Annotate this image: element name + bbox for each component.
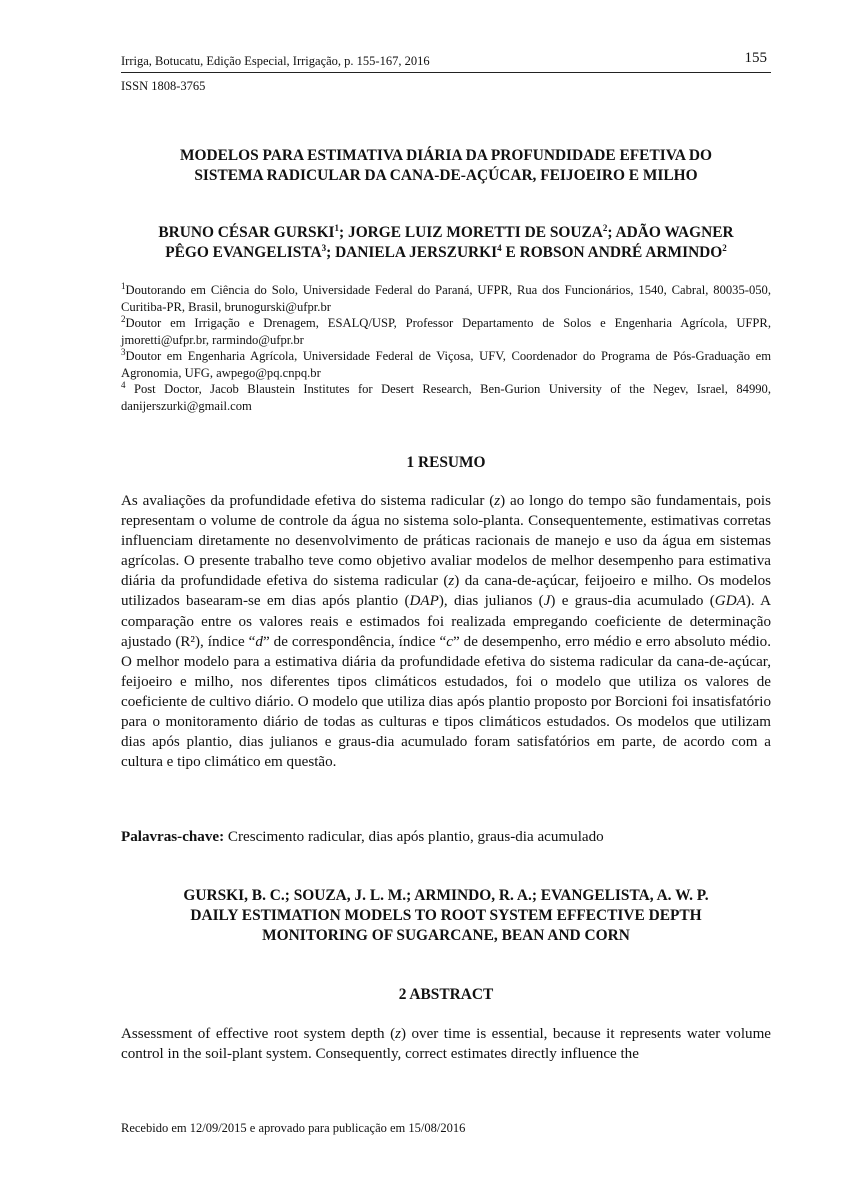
abstract-var-z: z — [395, 1026, 401, 1042]
resumo-text-3: ) da cana-de-açúcar, feijoeiro e milho. Os modelos utilizados basearam-se em dias após plantio ( — [121, 573, 771, 610]
affiliation-4 — [121, 381, 771, 414]
author-4: ; DANIELA JERSZURKI — [326, 244, 498, 261]
resumo-var-c: c — [446, 633, 453, 650]
keywords-label: Palavras-chave: — [121, 829, 225, 845]
received-note: Recebido em 12/09/2015 e aprovado para publicação em 15/08/2016 — [121, 1121, 466, 1135]
affiliation-2-text: Doutor em Irrigação e Drenagem, ESALQ/USP, Professor Departamento de Solos e Engenharia Agrícola, UFPR, jmoretti@ufpr.br, rarmindo@ufpr.br — [121, 316, 771, 347]
resumo-var-d: d — [255, 633, 263, 650]
resumo-var-gda: GDA — [714, 593, 746, 610]
affiliation-1 — [121, 282, 771, 315]
issn: ISSN 1808-3765 — [121, 79, 206, 93]
running-header — [121, 50, 771, 73]
resumo-text-5: ) e graus-dia acumulado ( — [550, 593, 715, 610]
affiliation-2-sup: 2 — [121, 313, 126, 324]
abstract-text-1: Assessment of effective root system depth ( — [121, 1026, 396, 1042]
author-4-sup: 4 — [497, 242, 502, 253]
english-title-line-1: DAILY ESTIMATION MODELS TO ROOT SYSTEM EFFECTIVE DEPTH — [190, 907, 702, 924]
abstract-paragraph — [121, 1024, 771, 1064]
abstract-text-2: ) over time is essential, because it represents water volume control in the soil-plant system. Consequently, correct estimates directly influence the — [121, 1026, 772, 1063]
english-citation-authors: GURSKI, B. C.; SOUZA, J. L. M.; ARMINDO, R. A.; EVANGELISTA, A. W. P. — [183, 887, 709, 904]
affiliation-3-sup: 3 — [121, 346, 126, 357]
abstract-heading: 2 ABSTRACT — [398, 986, 494, 1003]
affiliation-4-text: Post Doctor, Jacob Blaustein Institutes for Desert Research, Ben-Gurion University of the Negev, Israel, 84990, danijerszurki@gmail.com — [121, 382, 771, 413]
english-title-line-2: MONITORING OF SUGARCANE, BEAN AND CORN — [262, 927, 630, 944]
resumo-var-z-2: z — [448, 573, 455, 590]
author-3: PÊGO EVANGELISTA — [165, 244, 322, 261]
english-citation — [121, 886, 771, 946]
affiliation-2 — [121, 315, 771, 348]
title-line-1: MODELOS PARA ESTIMATIVA DIÁRIA DA PROFUNDIDADE EFETIVA DO — [179, 147, 713, 164]
author-1-sup: 1 — [334, 222, 340, 233]
title-line-2: SISTEMA RADICULAR DA CANA-DE-AÇÚCAR, FEIJOEIRO E MILHO — [194, 167, 698, 184]
resumo-paragraph — [121, 491, 771, 772]
author-1: BRUNO CÉSAR GURSKI — [158, 224, 335, 241]
resumo-text-8: ” de desempenho, erro médio e erro absoluto médio. O melhor modelo para a estimativa diária da profundidade efetiva do sistema radicular da cana-de-açúcar, feijoeiro e milho, nos diferentes tipos climáticos estudados, foi o modelo que utiliza os valores de coeficiente de cultivo diário. O modelo que utiliza dias após plantio proposto por Borcioni foi insatisfatório para o monitoramento diário de todas as culturas e tipos climáticos estudados. Os modelos que utilizam dias após plantio, dias julianos e graus-dia acumulado foram satisfatórios em parte, de acordo com a cultura e tipo climático em questão. — [121, 633, 772, 771]
resumo-text-2: ) ao longo do tempo são fundamentais, pois representam o volume de controle da água no sistema solo-planta. Consequentemente, estimativas corretas influenciam diretamente no desenvolvimento de práticas racionais de manejo e uso da água em sistemas agrícolas. O presente trabalho teve como objetivo avaliar modelos de melhor desempenho para estimativa diária da profundidade efetiva do sistema radicular ( — [121, 493, 771, 590]
journal-info: Irriga, Botucatu, Edição Especial, Irrigação, p. 155-167, 2016 — [121, 54, 430, 68]
resumo-var-j: J — [543, 593, 551, 610]
affiliation-3-text: Doutor em Engenharia Agrícola, Universidade Federal de Viçosa, UFV, Coordenador do Programa de Pós-Graduação em Agronomia, UFG, awpego@pq.cnpq.br — [121, 349, 771, 380]
paper-title — [121, 146, 771, 186]
affiliation-1-text: Doutorando em Ciência do Solo, Universidade Federal do Paraná, UFPR, Rua dos Funcionários, 1540, Cabral, 80035-050, Curitiba-PR, Brasil, brunogurski@ufpr.br — [121, 283, 771, 314]
affiliation-4-sup: 4 — [121, 379, 126, 390]
resumo-var-dap: DAP — [409, 593, 439, 610]
affiliations — [121, 282, 771, 414]
resumo-text-7: ” de correspondência, índice “ — [262, 633, 447, 650]
author-2-sup: 2 — [602, 222, 608, 233]
affiliation-3 — [121, 348, 771, 381]
author-3-part: ; ADÃO WAGNER — [607, 224, 734, 241]
author-5: E ROBSON ANDRÉ ARMINDO — [501, 244, 723, 261]
author-5-sup: 2 — [722, 242, 727, 253]
affiliation-1-sup: 1 — [121, 280, 126, 291]
resumo-var-z-1: z — [494, 493, 501, 509]
author-list — [121, 223, 771, 263]
keywords — [121, 827, 771, 847]
resumo-text-6: ). A comparação entre os valores reais e estimados foi realizada empregando coeficiente de determinação ajustado (R²), índice “ — [121, 593, 772, 650]
author-2: ; JORGE LUIZ MORETTI DE SOUZA — [339, 224, 603, 241]
resumo-text-1: As avaliações da profundidade efetiva do sistema radicular ( — [121, 493, 495, 509]
resumo-text-4: ), dias julianos ( — [438, 593, 544, 610]
author-3-sup: 3 — [321, 242, 327, 253]
resumo-heading: 1 RESUMO — [406, 454, 486, 471]
keywords-text: Crescimento radicular, dias após plantio, graus-dia acumulado — [224, 829, 604, 845]
page-number: 155 — [744, 50, 767, 66]
